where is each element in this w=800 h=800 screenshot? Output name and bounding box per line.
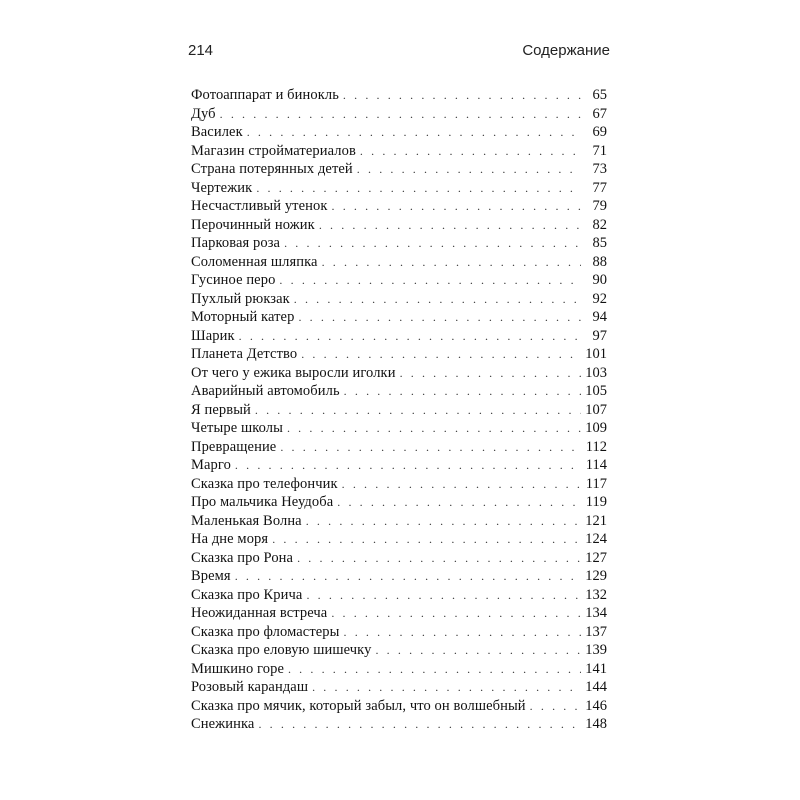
toc-dot-leader bbox=[306, 512, 581, 531]
toc-entry bbox=[191, 586, 607, 605]
running-head: Содержание bbox=[522, 42, 610, 59]
toc-entry-title: Время bbox=[191, 568, 231, 584]
toc-dot-leader bbox=[530, 697, 581, 716]
toc-entry bbox=[191, 678, 607, 697]
toc-entry-page: 121 bbox=[585, 512, 607, 529]
toc-entry-page: 101 bbox=[585, 346, 607, 362]
toc-dot-leader bbox=[258, 715, 581, 734]
toc-entry bbox=[191, 179, 607, 198]
toc-entry-page: 103 bbox=[585, 364, 607, 381]
toc-dot-leader bbox=[235, 456, 581, 475]
toc-entry bbox=[191, 290, 607, 309]
toc-dot-leader bbox=[255, 401, 581, 420]
toc-entry bbox=[191, 549, 607, 568]
toc-entry bbox=[191, 697, 607, 716]
toc-entry bbox=[191, 160, 607, 179]
toc-entry-page: 132 bbox=[585, 586, 607, 603]
toc-dot-leader bbox=[375, 641, 581, 660]
toc-entry-page: 105 bbox=[585, 383, 607, 399]
toc-entry-title: Розовый карандаш bbox=[191, 679, 309, 695]
toc-dot-leader bbox=[360, 142, 581, 161]
toc-entry bbox=[191, 456, 607, 475]
toc-entry bbox=[191, 419, 607, 438]
toc-entry-page: 146 bbox=[585, 697, 607, 714]
toc-entry-title: Планета Детство bbox=[191, 346, 298, 362]
toc-dot-leader bbox=[297, 549, 581, 568]
toc-entry-page: 85 bbox=[592, 235, 607, 251]
toc-entry-page: 137 bbox=[585, 623, 607, 640]
toc-entry-title: Мишкино горе bbox=[191, 660, 284, 677]
toc-entry-page: 109 bbox=[585, 420, 607, 436]
toc-entry-page: 69 bbox=[592, 124, 607, 140]
toc-dot-leader bbox=[287, 419, 581, 438]
toc-entry-page: 94 bbox=[592, 309, 607, 325]
toc-entry-page: 144 bbox=[585, 679, 607, 695]
toc-entry-title: Про мальчика Неудоба bbox=[191, 494, 334, 510]
toc-dot-leader bbox=[239, 327, 581, 346]
toc-entry-title: Шарик bbox=[191, 327, 235, 344]
toc-entry bbox=[191, 604, 607, 623]
toc-entry-page: 124 bbox=[585, 531, 607, 547]
toc-entry-title: Сказка про еловую шишечку bbox=[191, 642, 372, 658]
table-of-contents bbox=[191, 86, 607, 734]
toc-entry-title: Магазин стройматериалов bbox=[191, 142, 356, 159]
toc-entry-title: Моторный катер bbox=[191, 309, 295, 325]
toc-entry bbox=[191, 271, 607, 290]
toc-entry-page: 77 bbox=[592, 179, 607, 196]
toc-entry bbox=[191, 530, 607, 549]
toc-entry-page: 92 bbox=[592, 290, 607, 307]
toc-dot-leader bbox=[357, 160, 581, 179]
toc-entry-page: 148 bbox=[585, 716, 607, 732]
toc-entry-page: 67 bbox=[592, 105, 607, 122]
toc-dot-leader bbox=[294, 290, 581, 309]
toc-entry-title: Маленькая Волна bbox=[191, 512, 302, 529]
toc-entry-title: Парковая роза bbox=[191, 235, 281, 251]
toc-entry-page: 119 bbox=[585, 494, 607, 510]
toc-entry-title: Дуб bbox=[191, 105, 216, 122]
toc-entry bbox=[191, 401, 607, 420]
toc-entry bbox=[191, 475, 607, 494]
toc-entry bbox=[191, 641, 607, 660]
toc-entry-page: 117 bbox=[585, 475, 607, 492]
toc-entry bbox=[191, 86, 607, 105]
toc-entry-page: 141 bbox=[585, 660, 607, 677]
toc-entry bbox=[191, 715, 607, 734]
toc-entry-title: Сказка про телефончик bbox=[191, 475, 338, 492]
toc-entry-title: Снежинка bbox=[191, 716, 255, 732]
toc-entry-title: Страна потерянных детей bbox=[191, 161, 353, 177]
toc-dot-leader bbox=[288, 660, 581, 679]
toc-entry-page: 73 bbox=[592, 161, 607, 177]
toc-dot-leader bbox=[319, 216, 581, 235]
toc-dot-leader bbox=[280, 438, 581, 457]
toc-entry-title: Четыре школы bbox=[191, 420, 283, 436]
toc-entry-page: 65 bbox=[592, 87, 607, 103]
toc-entry-title: Я первый bbox=[191, 401, 251, 418]
toc-entry-title: Фотоаппарат и бинокль bbox=[191, 87, 339, 103]
toc-dot-leader bbox=[272, 530, 581, 549]
toc-entry-title: Сказка про Крича bbox=[191, 586, 303, 603]
toc-dot-leader bbox=[342, 475, 581, 494]
toc-entry bbox=[191, 253, 607, 272]
toc-entry-page: 107 bbox=[585, 401, 607, 418]
toc-dot-leader bbox=[235, 567, 581, 586]
toc-dot-leader bbox=[331, 604, 581, 623]
toc-dot-leader bbox=[400, 364, 581, 383]
toc-entry bbox=[191, 382, 607, 401]
toc-dot-leader bbox=[284, 234, 581, 253]
toc-dot-leader bbox=[343, 86, 581, 105]
toc-entry bbox=[191, 327, 607, 346]
toc-entry-page: 112 bbox=[585, 438, 607, 455]
toc-entry-title: Аварийный автомобиль bbox=[191, 383, 340, 399]
toc-entry-title: Сказка про Рона bbox=[191, 549, 294, 566]
toc-entry-page: 79 bbox=[592, 198, 607, 214]
toc-entry-title: Василек bbox=[191, 124, 243, 140]
toc-dot-leader bbox=[344, 623, 582, 642]
toc-entry bbox=[191, 142, 607, 161]
toc-entry-title: Неожиданная встреча bbox=[191, 605, 328, 621]
toc-entry-title: Перочинный ножик bbox=[191, 216, 315, 233]
page-number: 214 bbox=[188, 42, 214, 59]
toc-entry-page: 139 bbox=[585, 642, 607, 658]
toc-dot-leader bbox=[312, 678, 581, 697]
toc-entry-page: 134 bbox=[585, 605, 607, 621]
toc-entry-page: 71 bbox=[592, 142, 607, 159]
toc-entry bbox=[191, 216, 607, 235]
toc-entry-title: Сказка про фломастеры bbox=[191, 623, 340, 640]
toc-entry-title: На дне моря bbox=[191, 531, 269, 547]
toc-entry bbox=[191, 105, 607, 124]
toc-entry-title: Чертежик bbox=[191, 179, 253, 196]
toc-entry-title: Сказка про мячик, который забыл, что он волшебный bbox=[191, 697, 526, 714]
toc-entry-page: 88 bbox=[592, 253, 607, 270]
toc-entry-page: 129 bbox=[585, 568, 607, 584]
toc-dot-leader bbox=[306, 586, 581, 605]
toc-entry-title: Превращение bbox=[191, 438, 277, 455]
toc-entry-page: 127 bbox=[585, 549, 607, 566]
toc-entry bbox=[191, 438, 607, 457]
toc-entry bbox=[191, 660, 607, 679]
toc-dot-leader bbox=[220, 105, 581, 124]
toc-entry bbox=[191, 197, 607, 216]
toc-entry-title: Соломенная шляпка bbox=[191, 253, 318, 270]
toc-entry bbox=[191, 345, 607, 364]
toc-dot-leader bbox=[322, 253, 581, 272]
toc-entry-page: 90 bbox=[592, 272, 607, 288]
toc-dot-leader bbox=[279, 271, 581, 290]
toc-entry bbox=[191, 623, 607, 642]
toc-entry-title: От чего у ежика выросли иголки bbox=[191, 364, 396, 381]
toc-entry-title: Несчастливый утенок bbox=[191, 198, 328, 214]
toc-dot-leader bbox=[247, 123, 581, 142]
toc-entry bbox=[191, 364, 607, 383]
toc-dot-leader bbox=[337, 493, 581, 512]
toc-dot-leader bbox=[256, 179, 581, 198]
toc-dot-leader bbox=[301, 345, 581, 364]
toc-entry-page: 97 bbox=[592, 327, 607, 344]
toc-entry-title: Марго bbox=[191, 457, 231, 473]
toc-entry-title: Гусиное перо bbox=[191, 272, 276, 288]
toc-entry bbox=[191, 234, 607, 253]
toc-entry bbox=[191, 567, 607, 586]
toc-entry bbox=[191, 493, 607, 512]
toc-entry bbox=[191, 123, 607, 142]
toc-entry bbox=[191, 308, 607, 327]
toc-entry-page: 114 bbox=[585, 457, 607, 473]
toc-dot-leader bbox=[332, 197, 582, 216]
toc-dot-leader bbox=[298, 308, 581, 327]
toc-entry bbox=[191, 512, 607, 531]
toc-entry-page: 82 bbox=[592, 216, 607, 233]
toc-dot-leader bbox=[344, 382, 581, 401]
toc-entry-title: Пухлый рюкзак bbox=[191, 290, 290, 307]
